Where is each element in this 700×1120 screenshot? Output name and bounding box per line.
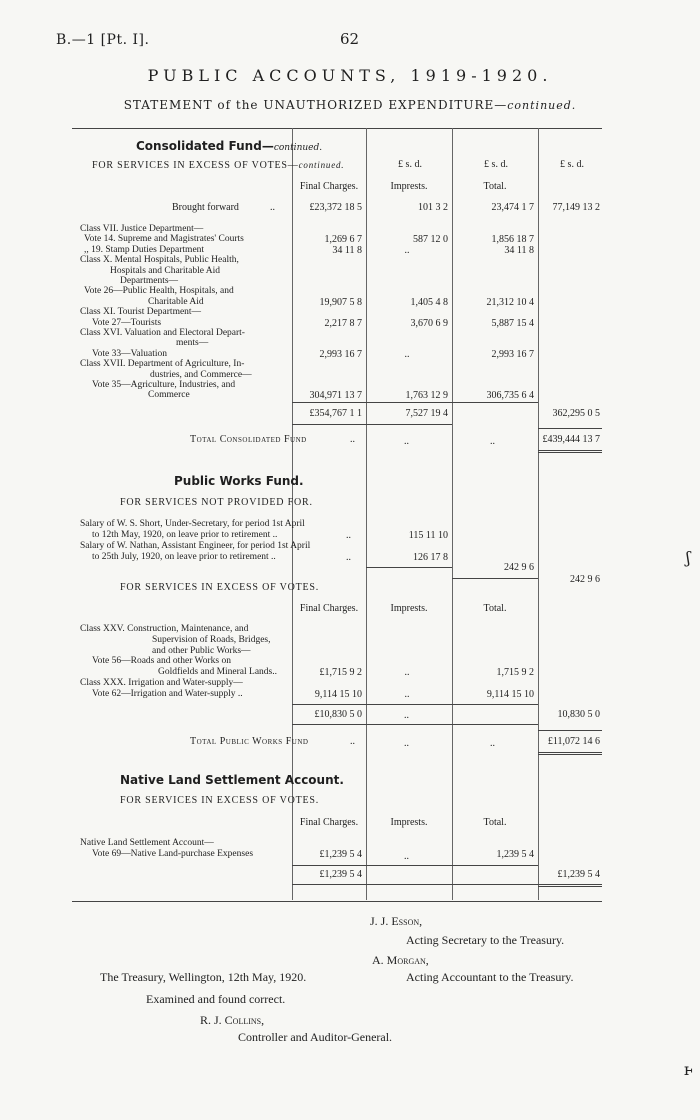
section-title-native-land: Native Land Settlement Account. [120, 773, 344, 787]
place-and-date: The Treasury, Wellington, 12th May, 1920. [100, 970, 307, 984]
imprests-cell: .. [404, 244, 410, 256]
imprests-cell: 587 12 0 [413, 234, 448, 246]
rule [452, 578, 538, 579]
row-label: Class X. Mental Hospitals, Public Health, [80, 255, 239, 266]
signatory-name: R. J. Collins, [200, 1013, 265, 1027]
imprests-cell: 1,405 4 8 [410, 296, 448, 308]
leader-dots: .. [404, 851, 409, 862]
row-label: ,, 19. Stamp Duties Department [84, 244, 205, 255]
total-cell: 1,856 18 7 [491, 234, 534, 246]
leader-dots: .. [350, 434, 355, 445]
double-rule [538, 884, 602, 887]
rule [366, 567, 452, 568]
rule [538, 730, 602, 731]
leader-dots: .. [350, 736, 355, 747]
total-cell: 306,735 6 4 [486, 390, 534, 402]
row-label: and other Public Works— [152, 645, 251, 656]
examined-note: Examined and found correct. [146, 992, 286, 1006]
final-charges-cell: £23,372 18 5 [309, 202, 362, 213]
total-public-works-value: £11,072 14 6 [547, 736, 600, 747]
total-public-works-label: Total Public Works Fund [190, 736, 309, 747]
rule [538, 428, 602, 429]
margin-mark: ⱶ [684, 1060, 693, 1079]
column-divider [538, 128, 539, 900]
row-label: Vote 62—Irrigation and Water-supply .. [92, 688, 243, 699]
imprests-cell: .. [404, 348, 410, 360]
row-label: Native Land Settlement Account— [80, 838, 214, 848]
final-charges-cell: £1,239 5 4 [319, 849, 362, 860]
rule [292, 724, 538, 725]
leader-dots: .. [404, 738, 409, 749]
signatory-name: J. J. Esson, [370, 914, 423, 928]
signatory-title: Controller and Auditor-General. [238, 1030, 393, 1044]
grand-total-cell: 77,149 13 2 [552, 202, 600, 213]
final-charges-head: Final Charges. [299, 817, 359, 828]
row-label: Vote 69—Native Land-purchase Expenses [92, 849, 254, 859]
subtotal-grand: 362,295 0 5 [552, 408, 600, 419]
row-label: Vote 33—Valuation [92, 348, 168, 359]
row-label: Class XI. Tourist Department— [80, 307, 202, 318]
leader-dots: .. [490, 436, 495, 447]
total-cell: 1,715 9 2 [496, 667, 534, 679]
grand-total-cell: 242 9 6 [570, 574, 600, 585]
row-label: Class VII. Justice Department— [80, 224, 204, 234]
final-charges-head: Final Charges. [299, 603, 359, 614]
double-rule [538, 450, 602, 453]
salary-line: Salary of W. Nathan, Assistant Engineer, for period 1st April [80, 541, 311, 551]
row-label: Vote 26—Public Health, Hospitals, and [84, 286, 234, 297]
row-label: Vote 14. Supreme and Magistrates' Courts [84, 234, 244, 245]
final-charges-cell: £1,715 9 2 [319, 667, 362, 679]
section-subhead: FOR SERVICES IN EXCESS OF VOTES. [120, 582, 320, 593]
leader-dots: .. [270, 202, 275, 213]
row-label: Charitable Aid [148, 296, 204, 307]
imprests-cell: 101 3 2 [418, 202, 448, 213]
final-charges-cell: 2,993 16 7 [319, 348, 362, 360]
final-charges-cell: 1,269 6 7 [324, 234, 362, 246]
total-head: Total. [483, 817, 507, 828]
imprests-cell: 115 11 10 [408, 530, 448, 541]
row-label: Goldfields and Mineral Lands.. [158, 667, 277, 678]
row-label: ments— [176, 338, 209, 349]
total-cell: 21,312 10 4 [486, 296, 534, 308]
section-title-public-works: Public Works Fund. [174, 474, 304, 488]
total-consolidated-value: £439,444 13 7 [542, 434, 600, 445]
row-label: Supervision of Roads, Bridges, [152, 634, 271, 645]
imprests-cell: 126 17 8 [413, 552, 448, 563]
double-rule [538, 752, 602, 755]
rule [292, 402, 538, 403]
row-label: Class XXV. Construction, Maintenance, and [80, 624, 249, 634]
imprests-cell: .. [404, 688, 410, 700]
subtotal-imprests: 7,527 19 4 [405, 408, 448, 419]
subtotal-grand: 10,830 5 0 [557, 709, 600, 720]
rule [292, 865, 538, 866]
final-charges-cell: 9,114 15 10 [314, 688, 362, 700]
signatory-title: Acting Accountant to the Treasury. [406, 970, 574, 984]
salary-line: to 12th May, 1920, on leave prior to retirement .. [92, 530, 278, 540]
section-subhead: FOR SERVICES NOT PROVIDED FOR. [120, 497, 313, 508]
total-cell: 9,114 15 10 [486, 688, 534, 700]
leader-dots: .. [346, 552, 351, 563]
imprests-head: Imprests. [390, 181, 428, 192]
salary-line: Salary of W. S. Short, Under-Secretary, for period 1st April [80, 519, 305, 529]
row-label: Departments— [120, 276, 179, 286]
final-charges-head: Final Charges. [299, 181, 359, 192]
page-number: 62 [340, 30, 360, 48]
margin-mark: ʃ [686, 548, 691, 567]
total-cell: 5,887 15 4 [491, 317, 534, 329]
money-column-head: £ s. d. [398, 159, 422, 170]
final-charges-cell: 304,971 13 7 [309, 390, 362, 402]
signatory-name: A. Morgan, [372, 953, 429, 967]
row-label: Class XVI. Valuation and Electoral Depart- [80, 328, 245, 338]
row-label: Class XXX. Irrigation and Water-supply— [80, 678, 243, 688]
subtotal-final-charges: £354,767 1 1 [309, 408, 362, 419]
total-cell: 2,993 16 7 [491, 348, 534, 360]
total-head: Total. [483, 181, 507, 192]
row-label: Class XVII. Department of Agriculture, In- [80, 359, 245, 370]
row-label: Vote 35—Agriculture, Industries, and [92, 380, 236, 390]
leader-dots: .. [404, 436, 409, 447]
final-charges-cell: 34 11 8 [332, 244, 362, 256]
total-cell: 242 9 6 [504, 562, 534, 573]
imprests-head: Imprests. [390, 603, 428, 614]
row-label: Vote 27—Tourists [92, 317, 162, 328]
money-column-head: £ s. d. [560, 159, 584, 170]
imprests-cell: .. [404, 667, 410, 679]
subtotal-grand: £1,239 5 4 [557, 869, 600, 880]
total-cell: 34 11 8 [504, 244, 534, 256]
total-head: Total. [483, 603, 507, 614]
leader-dots: .. [346, 530, 351, 541]
imprests-cell: 3,670 6 9 [410, 317, 448, 329]
rule [292, 424, 452, 425]
imprests-head: Imprests. [390, 817, 428, 828]
signatory-title: Acting Secretary to the Treasury. [406, 933, 565, 947]
section-subhead: FOR SERVICES IN EXCESS OF VOTES. [120, 795, 320, 806]
rule [292, 704, 538, 705]
section-title-consolidated-fund: Consolidated Fund—continued. [136, 139, 323, 153]
brought-forward-label: Brought forward [172, 202, 239, 213]
leader-dots: .. [404, 710, 409, 721]
imprests-cell: 1,763 12 9 [405, 390, 448, 402]
total-cell: 1,239 5 4 [496, 849, 534, 860]
leader-dots: .. [490, 738, 495, 749]
statement-subtitle: STATEMENT of the UNAUTHORIZED EXPENDITURE—continued. [123, 98, 577, 112]
page-title: PUBLIC ACCOUNTS, 1919-1920. [147, 66, 553, 85]
final-charges-cell: 2,217 8 7 [324, 317, 362, 329]
row-label: Hospitals and Charitable Aid [110, 265, 221, 276]
row-label: Vote 56—Roads and other Works on [92, 656, 231, 667]
final-charges-cell: 19,907 5 8 [319, 296, 362, 308]
document-reference: B.—1 [Pt. I]. [56, 32, 150, 48]
rule [292, 884, 538, 885]
money-column-head: £ s. d. [484, 159, 508, 170]
section-subhead: FOR SERVICES IN EXCESS OF VOTES—continued. [92, 160, 345, 171]
subtotal-final-charges: £10,830 5 0 [314, 709, 362, 720]
total-cell: 23,474 1 7 [491, 202, 534, 213]
row-label: dustries, and Commerce— [150, 369, 252, 380]
subtotal-final-charges: £1,239 5 4 [319, 869, 362, 880]
total-consolidated-label: Total Consolidated Fund [190, 434, 307, 445]
salary-line: to 25th July, 1920, on leave prior to retirement .. [92, 552, 276, 562]
row-label: Commerce [148, 390, 190, 401]
